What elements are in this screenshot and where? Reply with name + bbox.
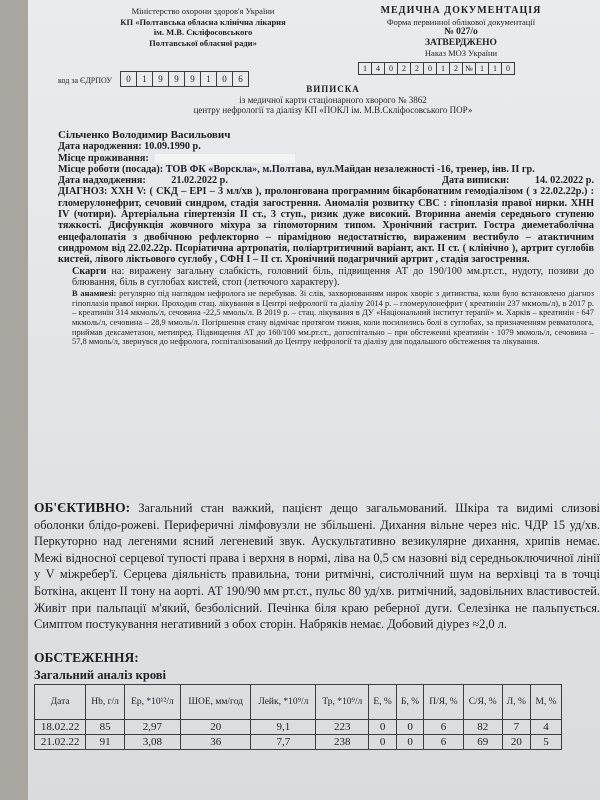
- patient-info: [58, 130, 594, 347]
- complaints-label: Скарги: [72, 265, 107, 277]
- admission-date: 21.02.2022 р.: [171, 175, 228, 187]
- edrpou-digit-cell: 0: [120, 71, 137, 87]
- table-cell: 6: [424, 735, 464, 750]
- table-cell: 0: [369, 720, 397, 735]
- table-cell: 3,08: [124, 735, 180, 750]
- column-header: Дата: [35, 685, 86, 720]
- order-digit-cell: 2: [411, 62, 424, 75]
- edrpou-digit-cell: 9: [153, 71, 169, 87]
- redacted-address: [155, 154, 295, 163]
- anamnesis-text: регулярно під наглядом нефролога не перебував. Зі слів, захворюванням нирок хворіє з дитинства, коли було встановлено діагноз гіпоплазія правої нирки. Проходив стац. лікування в Центрі нефрології та діалізу 2014 р. – гломерулонефрит ( креатинін 237 мкмоль/л), в 2017 р. – креатинін 314 мкмоль/л, сечовина -22,5 ммоль/л. В 2019 р. – стац. лікування в ДУ «Національний інститут терапії» м. Харків – креатинін - 647 мкмоль/л, сечовина – 28,9 ммоль/л. Погіршення стану відмічає протягом тижня, коли посилились болі в суглобах, за призначенням ревматолога, приймав дексаметазон, метипред. Підвищення АТ до 160/100 мм.рт.ст., догоспітально – при обстеженні креатинін - 1079 мкмоль/л, сечовина – 57,8 ммоль/л, звернувся до нефролога, госпіталізований до Центру нефрології та діалізу для подальшого обстеження та лікування.: [72, 289, 594, 347]
- order-code: [358, 62, 515, 75]
- table-cell: 4: [531, 720, 562, 735]
- form-number: № 027/о: [444, 27, 478, 37]
- diagnosis-text: ХХН V: ( СКД – EPI – 3 мл/хв ), пролонгована програмним бікарбонатним гемодіалізом ( з 22.02.22р.) : гломерулонефрит, сечовий синдром, стадія загострення. Аномалія розвитку СВС : гіпоплазія правої нирки. ХНН IV (чотири). Артеріальна гіпертензія ІІ ст., 3 ступ., ризик дуже високий. Вторинна анемія середнього ступеню тяжкості. Дисфункція жовчного міхура за гіпомоторним типом. Хронічний гастрит. Гостра диеметаболічна енцефалопатія з двобічною рефлекторно – пірамідною недостатністю, вираженим вестибуло – атактичним синдромом від 22.02.22р. Псоріатична артропатія, поліартритичний варіант, акт. ІІ ст. ( клінічно ), артрит суглобів кистей, лівого ліктьового суглобу , СФН І – ІІ ст. Хронічний подагричний артрит , стадія загострення.: [58, 186, 594, 266]
- dates-line: [58, 175, 594, 186]
- order-digit-cell: №: [463, 62, 476, 75]
- table-cell: 85: [86, 720, 125, 735]
- hospital-name-line-3: Полтавської обласної ради»: [149, 37, 257, 48]
- document-title: [168, 84, 498, 116]
- order-digit-cell: 1: [489, 62, 502, 75]
- order-digit-cell: 4: [372, 62, 385, 75]
- table-cell: 20: [181, 720, 251, 735]
- column-header: Б, %: [396, 685, 423, 720]
- column-header: Лейк, *10⁹/л: [251, 685, 316, 720]
- column-header: С/Я, %: [463, 685, 502, 720]
- column-header: ШОЕ, мм/год: [181, 685, 251, 720]
- blood-test-title: Загальний аналіз крові: [34, 668, 167, 682]
- column-header: М, %: [531, 685, 562, 720]
- edrpou-digit-cell: 0: [217, 71, 233, 87]
- table-row: [35, 720, 562, 735]
- residence-line: [58, 153, 594, 164]
- blood-test-table: [34, 684, 562, 750]
- edrpou-digit-cell: 1: [201, 71, 217, 87]
- discharge-date: 14. 02.2022 р.: [534, 175, 594, 187]
- table-cell: 7,7: [251, 735, 316, 750]
- column-header: Hb, г/л: [86, 685, 125, 720]
- discharge-document: [28, 0, 600, 800]
- edrpou-digit-cell: 9: [169, 71, 185, 87]
- table-cell: 21.02.22: [35, 735, 86, 750]
- patient-name: Сільченко Володимир Васильович: [58, 129, 231, 141]
- table-cell: 36: [181, 735, 251, 750]
- diagnosis-para: [58, 186, 594, 265]
- column-header: Л, %: [502, 685, 530, 720]
- table-cell: 91: [86, 735, 125, 750]
- diagnosis-label: ДІАГНОЗ:: [58, 186, 108, 198]
- objective-text: Загальний стан важкий, пацієнт дещо загальмований. Шкіра та видимі слизові оболонки блідо-рожеві. Периферичні лімфовузли не збільшені. Дихання вільне через ніс. ЧДР 15 уд/хв. Перкуторно над легенями ясний легеневий звук. Аускультативно везикулярне дихання, хрипів немає. Межі відносної серцевої тупості права і верхня в нормі, ліва на 0,5 см назовні від середньоключичної лінії у V міжребер'ї. Серцева діяльність правильна, тони ритмічні, систолічний шум на верхівці та в точці Боткіна, акцент ІІ тону на аорті. АТ 190/90 мм рт.ст., пульс 80 уд/хв. ритмічний, задовільних властивостей. Живіт при пальпації м'який, безболісний. Печінка біля краю реберної дуги. Селезінка не пальпується. Симптом постукування негативний з обох сторін. Набряків немає. Добовий діурез ≈2,0 л.: [34, 501, 600, 632]
- form-header: [330, 6, 592, 59]
- table-cell: 18.02.22: [35, 720, 86, 735]
- table-cell: 0: [369, 735, 397, 750]
- work-label: Місце роботи (посада):: [58, 163, 164, 175]
- column-header: Ер, *10¹²/л: [124, 685, 180, 720]
- order-digit-cell: 0: [385, 62, 398, 75]
- approved-label: ЗАТВЕРДЖЕНО: [425, 37, 497, 48]
- title-line-2: із медичної карти стаціонарного хворого № 3862: [239, 94, 427, 105]
- order-digit-cell: 1: [476, 62, 489, 75]
- order-digit-cell: 0: [502, 62, 515, 75]
- order-digit-cell: 2: [398, 62, 411, 75]
- order-digit-cell: 0: [424, 62, 437, 75]
- table-cell: 223: [316, 720, 369, 735]
- ministry-line: Міністерство охорони здоров'я України: [131, 6, 275, 16]
- table-body: [35, 720, 562, 750]
- hospital-name-line-2: ім. М.В. Скліфосовського: [153, 27, 253, 37]
- work-line: [58, 164, 594, 175]
- anamnesis-label: В анамнезі:: [72, 289, 117, 299]
- table-cell: 6: [424, 720, 464, 735]
- table-cell: 0: [396, 735, 423, 750]
- hospital-name-line-1: КП «Полтавська обласна клінічна лікарня: [120, 16, 286, 27]
- table-header-row: [35, 685, 562, 720]
- order-digit-cell: 1: [358, 62, 372, 75]
- objective-para: [34, 500, 600, 633]
- admission-label: Дата надходження:: [58, 175, 146, 187]
- edrpou-digit-cell: 6: [233, 71, 249, 87]
- complaints-text: на: виражену загальну слабкість, головний біль, підвищення АТ до 190/100 мм.рт.ст., нудоту, позиви до блювання, біль в суглобах кистей, стоп (летючого характеру).: [72, 265, 594, 288]
- discharge-label: Дата виписки:: [442, 175, 510, 187]
- title-line-3: центру нефрології та діалізу КП «ПОКЛ ім. М.В.Скліфосовського ПОР»: [193, 105, 473, 115]
- objective-heading: ОБ'ЄКТИВНО:: [34, 500, 131, 515]
- table-cell: 238: [316, 735, 369, 750]
- table-cell: 5: [531, 735, 562, 750]
- edrpou-digit-cell: 1: [137, 71, 153, 87]
- title-extract: ВИПИСКА: [306, 84, 360, 94]
- date-of-birth: Дата народження: 10.09.1990 р.: [58, 141, 201, 153]
- table-cell: 69: [463, 735, 502, 750]
- table-cell: 20: [502, 735, 530, 750]
- edrpou-label: код за ЄДРПОУ: [58, 76, 112, 85]
- table-row: [35, 735, 562, 750]
- table-cell: 0: [396, 720, 423, 735]
- table-cell: 82: [463, 720, 502, 735]
- order-digit-cell: 1: [437, 62, 450, 75]
- table-cell: 2,97: [124, 720, 180, 735]
- column-header: Тр, *10⁹/л: [316, 685, 369, 720]
- table-cell: 7: [502, 720, 530, 735]
- form-line: Форма первинної облікової документації: [386, 16, 536, 27]
- objective-section: [34, 500, 600, 633]
- edrpou-digit-cell: 9: [185, 71, 201, 87]
- hospital-header: [58, 6, 348, 48]
- table-cell: 9,1: [251, 720, 316, 735]
- column-header: Е, %: [369, 685, 397, 720]
- doc-title: МЕДИЧНА ДОКУМЕНТАЦІЯ: [380, 5, 542, 16]
- residence-label: Місце проживання:: [58, 152, 149, 164]
- exams-heading: ОБСТЕЖЕННЯ:: [34, 650, 139, 665]
- order-digit-cell: 2: [450, 62, 463, 75]
- order-line: Наказ МОЗ України: [424, 48, 498, 58]
- column-header: П/Я, %: [424, 685, 464, 720]
- work-value: ТОВ ФК «Ворскла», м.Полтава, вул.Майдан незалежності -16, тренер, інв. ІІ гр.: [163, 163, 535, 175]
- anamnesis-para: [58, 289, 594, 347]
- complaints-para: [58, 266, 594, 289]
